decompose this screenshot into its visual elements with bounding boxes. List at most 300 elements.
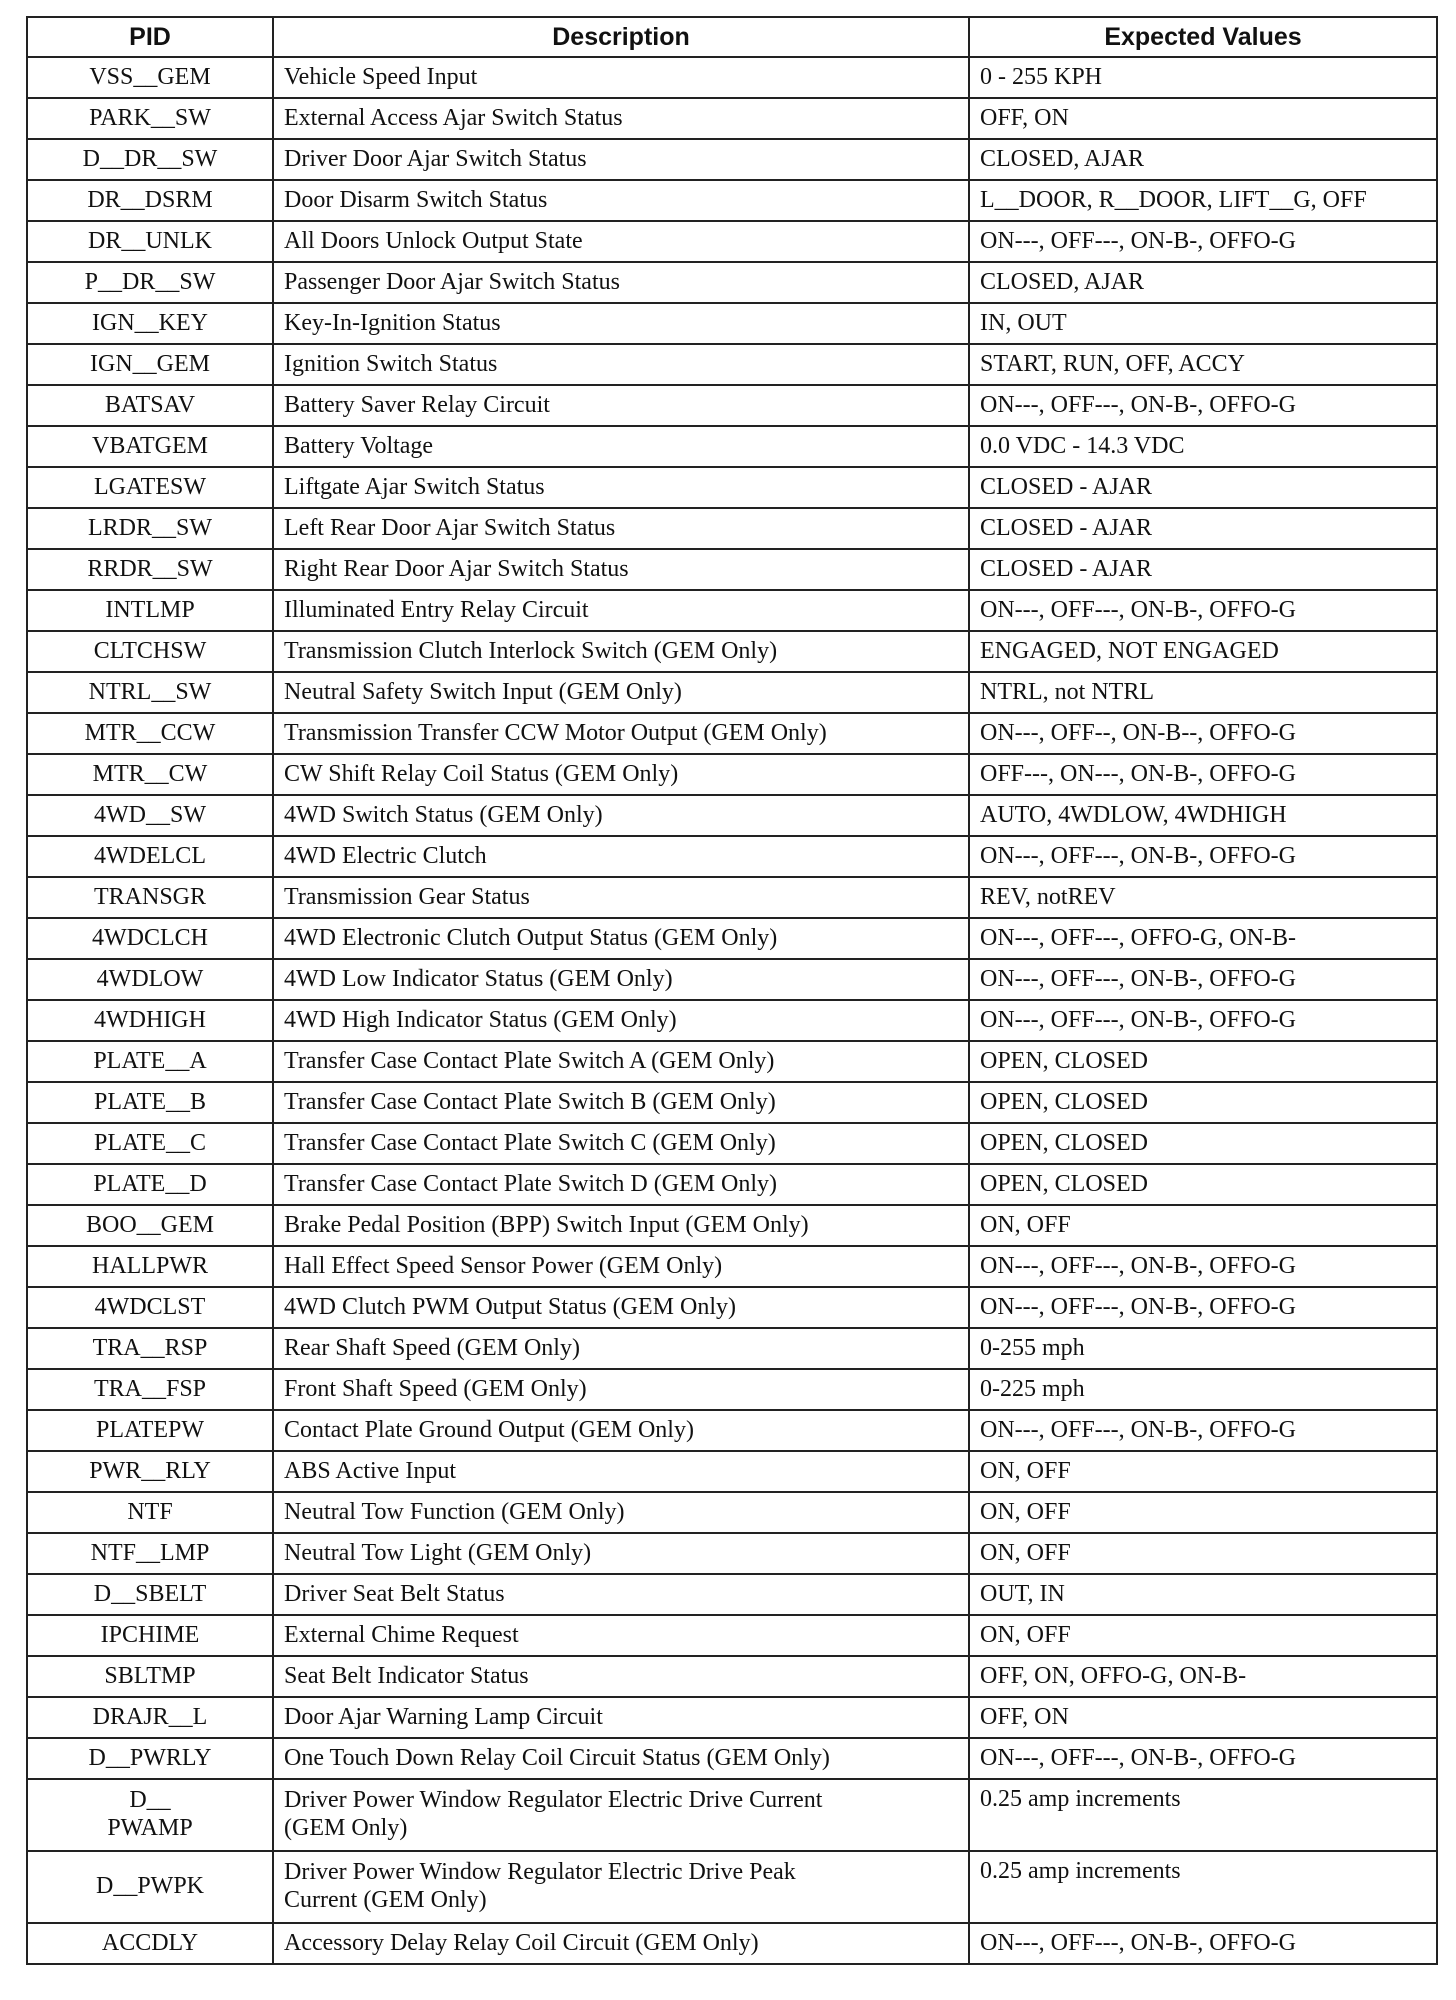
expected-values-cell xyxy=(969,1697,1437,1738)
pid-cell xyxy=(27,426,273,467)
table-row xyxy=(27,836,1437,877)
expected-values-text: ON---, OFF---, ON-B-, OFFO-G xyxy=(980,1929,1296,1956)
table-row xyxy=(27,1738,1437,1779)
expected-values-text: CLOSED, AJAR xyxy=(980,268,1145,295)
table-row xyxy=(27,1492,1437,1533)
description-cell xyxy=(273,98,969,139)
table-body xyxy=(27,57,1437,1964)
expected-values-cell xyxy=(969,1574,1437,1615)
description-text: Battery Voltage xyxy=(284,432,434,459)
table-row xyxy=(27,1410,1437,1451)
description-text: Ignition Switch Status xyxy=(284,350,498,377)
pid-text: LGATESW xyxy=(94,473,206,500)
pid-cell xyxy=(27,1738,273,1779)
expected-values-cell xyxy=(969,262,1437,303)
table-row xyxy=(27,959,1437,1000)
expected-values-cell xyxy=(969,1041,1437,1082)
pid-cell xyxy=(27,139,273,180)
table-row xyxy=(27,139,1437,180)
description-cell xyxy=(273,1697,969,1738)
description-text: Hall Effect Speed Sensor Power (GEM Only) xyxy=(284,1252,723,1279)
pid-text: 4WD__SW xyxy=(94,801,206,828)
pid-text: 4WDCLST xyxy=(94,1293,206,1320)
expected-values-cell xyxy=(969,1410,1437,1451)
description-cell xyxy=(273,1574,969,1615)
pid-cell xyxy=(27,1451,273,1492)
pid-text: CLTCHSW xyxy=(93,637,207,664)
pid-cell xyxy=(27,1492,273,1533)
expected-values-text: ON---, OFF---, ON-B-, OFFO-G xyxy=(980,965,1296,992)
expected-values-cell xyxy=(969,795,1437,836)
description-text: Neutral Tow Light (GEM Only) xyxy=(284,1539,592,1566)
description-text-line2: (GEM Only) xyxy=(284,1815,408,1841)
expected-values-cell xyxy=(969,1738,1437,1779)
expected-values-text: 0 - 255 KPH xyxy=(980,63,1103,90)
expected-values-text: 0-225 mph xyxy=(980,1375,1085,1402)
table-row xyxy=(27,1328,1437,1369)
table-row xyxy=(27,1923,1437,1964)
description-text: Driver Power Window Regulator Electric Drive Current xyxy=(284,1787,823,1814)
expected-values-text: OPEN, CLOSED xyxy=(980,1088,1149,1115)
table-row xyxy=(27,1041,1437,1082)
pid-text: VSS__GEM xyxy=(89,63,211,90)
description-cell xyxy=(273,549,969,590)
pid-cell xyxy=(27,1779,273,1851)
expected-values-cell xyxy=(969,139,1437,180)
description-cell xyxy=(273,1369,969,1410)
expected-values-cell xyxy=(969,877,1437,918)
description-text: Passenger Door Ajar Switch Status xyxy=(284,268,620,295)
expected-values-cell xyxy=(969,959,1437,1000)
expected-values-text: ON---, OFF---, ON-B-, OFFO-G xyxy=(980,1416,1296,1443)
pid-text: HALLPWR xyxy=(92,1252,208,1279)
table-row xyxy=(27,1851,1437,1923)
description-text: 4WD Electronic Clutch Output Status (GEM Only) xyxy=(284,924,778,951)
description-text: Door Ajar Warning Lamp Circuit xyxy=(284,1703,603,1730)
description-cell xyxy=(273,1205,969,1246)
expected-values-text: 0.25 amp increments xyxy=(980,1858,1181,1884)
description-text: 4WD Clutch PWM Output Status (GEM Only) xyxy=(284,1293,736,1320)
expected-values-cell xyxy=(969,1923,1437,1964)
pid-cell xyxy=(27,1205,273,1246)
pid-text: MTR__CCW xyxy=(84,719,216,746)
pid-text: BOO__GEM xyxy=(85,1211,214,1238)
description-text: Transmission Gear Status xyxy=(284,883,530,910)
pid-cell xyxy=(27,1923,273,1964)
description-cell xyxy=(273,1738,969,1779)
table-row xyxy=(27,1205,1437,1246)
description-text: Contact Plate Ground Output (GEM Only) xyxy=(284,1416,694,1443)
pid-text: BATSAV xyxy=(104,391,196,418)
expected-values-text: OPEN, CLOSED xyxy=(980,1047,1149,1074)
pid-text: PLATE__D xyxy=(93,1170,207,1197)
pid-cell xyxy=(27,1574,273,1615)
expected-values-cell xyxy=(969,1451,1437,1492)
expected-values-cell xyxy=(969,631,1437,672)
expected-values-text: AUTO, 4WDLOW, 4WDHIGH xyxy=(980,801,1287,828)
description-cell xyxy=(273,1287,969,1328)
description-cell xyxy=(273,1041,969,1082)
table-row xyxy=(27,1287,1437,1328)
expected-values-text: OPEN, CLOSED xyxy=(980,1170,1149,1197)
document-page xyxy=(26,16,1436,1965)
expected-values-text: ON---, OFF---, ON-B-, OFFO-G xyxy=(980,227,1296,254)
pid-cell xyxy=(27,713,273,754)
expected-values-text: OPEN, CLOSED xyxy=(980,1129,1149,1156)
table-row xyxy=(27,467,1437,508)
description-text: Seat Belt Indicator Status xyxy=(284,1662,529,1689)
expected-values-cell xyxy=(969,1779,1437,1851)
pid-cell xyxy=(27,303,273,344)
header-row xyxy=(27,17,1437,57)
description-text: 4WD Switch Status (GEM Only) xyxy=(284,801,603,828)
pid-cell xyxy=(27,1246,273,1287)
expected-values-text: IN, OUT xyxy=(980,309,1067,336)
pid-cell xyxy=(27,1123,273,1164)
expected-values-cell xyxy=(969,1164,1437,1205)
pid-text: P__DR__SW xyxy=(84,268,216,295)
table-row xyxy=(27,1123,1437,1164)
description-text: Key-In-Ignition Status xyxy=(284,309,501,336)
description-cell xyxy=(273,836,969,877)
pid-cell xyxy=(27,57,273,98)
expected-values-text: ON---, OFF---, ON-B-, OFFO-G xyxy=(980,842,1296,869)
expected-values-text: ON, OFF xyxy=(980,1457,1071,1484)
pid-cell xyxy=(27,1369,273,1410)
description-text: All Doors Unlock Output State xyxy=(284,227,583,254)
pid-text: 4WDCLCH xyxy=(92,924,208,951)
description-cell xyxy=(273,1246,969,1287)
expected-values-cell xyxy=(969,57,1437,98)
expected-values-cell xyxy=(969,549,1437,590)
table-row xyxy=(27,918,1437,959)
description-text: External Access Ajar Switch Status xyxy=(284,104,623,131)
header-pid: PID xyxy=(27,17,273,57)
description-text: Right Rear Door Ajar Switch Status xyxy=(284,555,629,582)
expected-values-text: ON---, OFF---, ON-B-, OFFO-G xyxy=(980,391,1296,418)
pid-text: PLATE__A xyxy=(93,1047,207,1074)
expected-values-text: REV, notREV xyxy=(980,883,1116,910)
table-row xyxy=(27,1656,1437,1697)
expected-values-text: OFF, ON xyxy=(980,104,1069,131)
expected-values-text: 0.25 amp increments xyxy=(980,1786,1181,1812)
expected-values-cell xyxy=(969,918,1437,959)
expected-values-cell xyxy=(969,590,1437,631)
header-description: Description xyxy=(273,17,969,57)
pid-cell xyxy=(27,467,273,508)
description-text: CW Shift Relay Coil Status (GEM Only) xyxy=(284,760,679,787)
pid-cell xyxy=(27,549,273,590)
description-cell xyxy=(273,303,969,344)
expected-values-text: ON---, OFF---, ON-B-, OFFO-G xyxy=(980,596,1296,623)
pid-cell xyxy=(27,1410,273,1451)
pid-text: TRA__FSP xyxy=(93,1375,207,1402)
expected-values-cell xyxy=(969,836,1437,877)
expected-values-cell xyxy=(969,672,1437,713)
description-text: Front Shaft Speed (GEM Only) xyxy=(284,1375,587,1402)
pid-text: VBATGEM xyxy=(91,432,208,459)
expected-values-cell xyxy=(969,426,1437,467)
description-text: Transfer Case Contact Plate Switch C (GEM Only) xyxy=(284,1129,776,1156)
table-row xyxy=(27,713,1437,754)
expected-values-text: ON---, OFF---, ON-B-, OFFO-G xyxy=(980,1744,1296,1771)
description-text: One Touch Down Relay Coil Circuit Status (GEM Only) xyxy=(284,1744,830,1771)
description-cell xyxy=(273,959,969,1000)
expected-values-text: ON, OFF xyxy=(980,1498,1071,1525)
expected-values-text: OFF---, ON---, ON-B-, OFFO-G xyxy=(980,760,1296,787)
expected-values-text: NTRL, not NTRL xyxy=(980,678,1154,705)
pid-text: D__SBELT xyxy=(93,1580,207,1607)
pid-text: IGN__GEM xyxy=(90,350,210,377)
pid-text: DR__UNLK xyxy=(88,227,212,254)
pid-cell xyxy=(27,836,273,877)
table-row xyxy=(27,303,1437,344)
pid-text: PLATE__C xyxy=(93,1129,206,1156)
description-text: External Chime Request xyxy=(284,1621,519,1648)
table-row xyxy=(27,1533,1437,1574)
expected-values-text: ON---, OFF--, ON-B--, OFFO-G xyxy=(980,719,1296,746)
expected-values-text: CLOSED, AJAR xyxy=(980,145,1145,172)
table-row xyxy=(27,549,1437,590)
description-cell xyxy=(273,1533,969,1574)
description-cell xyxy=(273,1851,969,1923)
pid-text: D__ xyxy=(129,1787,171,1814)
pid-text: INTLMP xyxy=(105,596,195,623)
expected-values-cell xyxy=(969,1492,1437,1533)
pid-cell xyxy=(27,1164,273,1205)
description-text: ABS Active Input xyxy=(284,1457,456,1484)
expected-values-cell xyxy=(969,303,1437,344)
expected-values-cell xyxy=(969,1082,1437,1123)
table-row xyxy=(27,672,1437,713)
expected-values-text: OUT, IN xyxy=(980,1580,1065,1607)
pid-cell xyxy=(27,1615,273,1656)
description-text: Transfer Case Contact Plate Switch A (GEM Only) xyxy=(284,1047,775,1074)
description-text: Illuminated Entry Relay Circuit xyxy=(284,596,589,623)
description-cell xyxy=(273,713,969,754)
pid-cell xyxy=(27,1082,273,1123)
description-text: Driver Seat Belt Status xyxy=(284,1580,505,1607)
pid-cell xyxy=(27,877,273,918)
table-row xyxy=(27,385,1437,426)
expected-values-text: ON---, OFF---, OFFO-G, ON-B- xyxy=(980,924,1296,951)
table-row xyxy=(27,877,1437,918)
expected-values-text: OFF, ON, OFFO-G, ON-B- xyxy=(980,1662,1247,1689)
table-row xyxy=(27,1697,1437,1738)
description-cell xyxy=(273,1656,969,1697)
pid-cell xyxy=(27,918,273,959)
pid-text: LRDR__SW xyxy=(87,514,212,541)
description-text: Accessory Delay Relay Coil Circuit (GEM Only) xyxy=(284,1929,759,1956)
pid-text: 4WDELCL xyxy=(94,842,206,869)
expected-values-text: ENGAGED, NOT ENGAGED xyxy=(980,637,1279,664)
pid-text: IGN__KEY xyxy=(92,309,208,336)
expected-values-cell xyxy=(969,221,1437,262)
table-row xyxy=(27,631,1437,672)
pid-cell xyxy=(27,590,273,631)
description-text: Transmission Transfer CCW Motor Output (GEM Only) xyxy=(284,719,827,746)
pid-text: D__PWRLY xyxy=(88,1744,212,1771)
pid-text: DR__DSRM xyxy=(87,186,213,213)
table-row xyxy=(27,1164,1437,1205)
pid-text: DRAJR__L xyxy=(92,1703,208,1730)
pid-cell xyxy=(27,1287,273,1328)
table-row xyxy=(27,1082,1437,1123)
description-cell xyxy=(273,1492,969,1533)
pid-text: NTRL__SW xyxy=(88,678,212,705)
description-text: 4WD High Indicator Status (GEM Only) xyxy=(284,1006,677,1033)
table-row xyxy=(27,1246,1437,1287)
description-cell xyxy=(273,180,969,221)
pid-cell xyxy=(27,631,273,672)
expected-values-text: 0-255 mph xyxy=(980,1334,1085,1361)
expected-values-cell xyxy=(969,1287,1437,1328)
description-cell xyxy=(273,1779,969,1851)
description-text: Transmission Clutch Interlock Switch (GEM Only) xyxy=(284,637,778,664)
description-cell xyxy=(273,508,969,549)
pid-text: SBLTMP xyxy=(104,1662,196,1689)
pid-cell xyxy=(27,1656,273,1697)
expected-values-cell xyxy=(969,1246,1437,1287)
description-cell xyxy=(273,262,969,303)
description-cell xyxy=(273,139,969,180)
table-row xyxy=(27,426,1437,467)
description-cell xyxy=(273,631,969,672)
description-text: Liftgate Ajar Switch Status xyxy=(284,473,545,500)
expected-values-text: ON, OFF xyxy=(980,1539,1071,1566)
table-row xyxy=(27,344,1437,385)
expected-values-cell xyxy=(969,98,1437,139)
pid-table xyxy=(26,16,1438,1965)
table-row xyxy=(27,57,1437,98)
pid-cell xyxy=(27,754,273,795)
expected-values-cell xyxy=(969,1851,1437,1923)
expected-values-cell xyxy=(969,1656,1437,1697)
expected-values-cell xyxy=(969,1328,1437,1369)
description-text: Battery Saver Relay Circuit xyxy=(284,391,550,418)
header-expected-values: Expected Values xyxy=(969,17,1437,57)
expected-values-cell xyxy=(969,1205,1437,1246)
description-text: Rear Shaft Speed (GEM Only) xyxy=(284,1334,580,1361)
description-cell xyxy=(273,1328,969,1369)
description-cell xyxy=(273,1923,969,1964)
pid-cell xyxy=(27,180,273,221)
description-cell xyxy=(273,1082,969,1123)
description-text: Door Disarm Switch Status xyxy=(284,186,548,213)
pid-cell xyxy=(27,1328,273,1369)
pid-cell xyxy=(27,959,273,1000)
table-row xyxy=(27,1779,1437,1851)
expected-values-text: 0.0 VDC - 14.3 VDC xyxy=(980,432,1185,459)
expected-values-text: L__DOOR, R__DOOR, LIFT__G, OFF xyxy=(980,186,1367,213)
description-cell xyxy=(273,754,969,795)
description-cell xyxy=(273,1000,969,1041)
description-cell xyxy=(273,877,969,918)
table-row xyxy=(27,1000,1437,1041)
description-text: Transfer Case Contact Plate Switch B (GEM Only) xyxy=(284,1088,776,1115)
description-cell xyxy=(273,57,969,98)
expected-values-cell xyxy=(969,1615,1437,1656)
pid-text: NTF__LMP xyxy=(90,1539,210,1566)
pid-text: 4WDHIGH xyxy=(94,1006,206,1033)
table-row xyxy=(27,262,1437,303)
expected-values-text: ON---, OFF---, ON-B-, OFFO-G xyxy=(980,1006,1296,1033)
description-text-line2: Current (GEM Only) xyxy=(284,1887,487,1913)
pid-cell xyxy=(27,98,273,139)
pid-text-line2: PWAMP xyxy=(107,1815,193,1841)
description-cell xyxy=(273,1123,969,1164)
description-text: Transfer Case Contact Plate Switch D (GEM Only) xyxy=(284,1170,778,1197)
pid-text: TRANSGR xyxy=(93,883,207,910)
description-cell xyxy=(273,1410,969,1451)
pid-text: D__DR__SW xyxy=(82,145,218,172)
description-text: Driver Power Window Regulator Electric Drive Peak xyxy=(284,1859,796,1886)
expected-values-text: ON---, OFF---, ON-B-, OFFO-G xyxy=(980,1293,1296,1320)
description-text: Driver Door Ajar Switch Status xyxy=(284,145,587,172)
description-cell xyxy=(273,918,969,959)
expected-values-text: START, RUN, OFF, ACCY xyxy=(980,350,1245,377)
pid-text: PLATEPW xyxy=(96,1416,204,1443)
expected-values-text: CLOSED - AJAR xyxy=(980,473,1153,500)
expected-values-cell xyxy=(969,344,1437,385)
expected-values-cell xyxy=(969,1123,1437,1164)
pid-cell xyxy=(27,795,273,836)
pid-text: RRDR__SW xyxy=(87,555,213,582)
expected-values-text: ON---, OFF---, ON-B-, OFFO-G xyxy=(980,1252,1296,1279)
table-row xyxy=(27,508,1437,549)
expected-values-cell xyxy=(969,713,1437,754)
pid-cell xyxy=(27,1000,273,1041)
pid-text: 4WDLOW xyxy=(96,965,204,992)
pid-text: MTR__CW xyxy=(92,760,208,787)
pid-cell xyxy=(27,262,273,303)
pid-cell xyxy=(27,508,273,549)
table-row xyxy=(27,754,1437,795)
description-cell xyxy=(273,795,969,836)
expected-values-text: OFF, ON xyxy=(980,1703,1069,1730)
table-row xyxy=(27,1615,1437,1656)
table-row xyxy=(27,180,1437,221)
table-row xyxy=(27,590,1437,631)
description-cell xyxy=(273,590,969,631)
pid-text: PARK__SW xyxy=(89,104,211,131)
table-row xyxy=(27,1451,1437,1492)
description-text: Neutral Tow Function (GEM Only) xyxy=(284,1498,625,1525)
description-text: Brake Pedal Position (BPP) Switch Input (GEM Only) xyxy=(284,1211,809,1238)
pid-cell xyxy=(27,1533,273,1574)
expected-values-cell xyxy=(969,385,1437,426)
description-text: Neutral Safety Switch Input (GEM Only) xyxy=(284,678,682,705)
description-cell xyxy=(273,344,969,385)
expected-values-text: ON, OFF xyxy=(980,1621,1071,1648)
table-header xyxy=(27,17,1437,57)
description-cell xyxy=(273,221,969,262)
pid-text: D__PWPK xyxy=(95,1873,204,1900)
description-cell xyxy=(273,467,969,508)
description-text: 4WD Electric Clutch xyxy=(284,842,487,869)
expected-values-cell xyxy=(969,180,1437,221)
description-cell xyxy=(273,1164,969,1205)
pid-cell xyxy=(27,385,273,426)
description-cell xyxy=(273,385,969,426)
pid-cell xyxy=(27,1041,273,1082)
table-row xyxy=(27,98,1437,139)
pid-text: TRA__RSP xyxy=(92,1334,208,1361)
pid-text: ACCDLY xyxy=(101,1929,199,1956)
description-cell xyxy=(273,1615,969,1656)
description-cell xyxy=(273,672,969,713)
expected-values-text: CLOSED - AJAR xyxy=(980,555,1153,582)
